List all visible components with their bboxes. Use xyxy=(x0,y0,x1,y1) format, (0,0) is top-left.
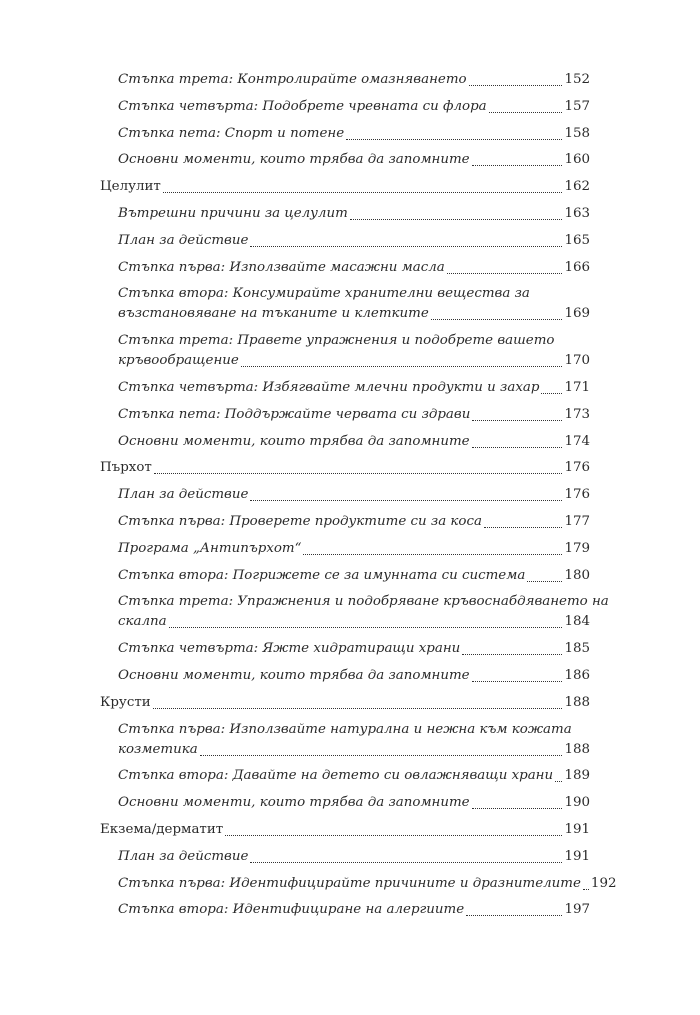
toc-page-number: 166 xyxy=(564,259,590,275)
toc-page-number: 188 xyxy=(564,694,590,710)
toc-page-number: 197 xyxy=(564,902,590,918)
toc-section-entry xyxy=(100,258,590,278)
toc-entry-title: възстановяване на тъканите и клетките xyxy=(118,306,429,322)
dot-leader xyxy=(527,581,562,582)
toc-page-number: 170 xyxy=(564,353,590,369)
toc-section-entry xyxy=(100,204,590,224)
toc-entry-title: Стъпка втора: Идентифициране на алергиите xyxy=(118,902,465,918)
dot-leader xyxy=(541,393,562,394)
toc-entry-title: скалпа xyxy=(118,614,167,630)
toc-page-number: 188 xyxy=(564,741,590,757)
toc-section-entry xyxy=(100,720,590,760)
toc-page-number: 169 xyxy=(564,306,590,322)
toc-page-number: 192 xyxy=(590,875,617,891)
toc-section-entry xyxy=(100,70,590,90)
toc-entry-title: Стъпка втора: Погрижете се за имунната си система xyxy=(118,567,526,583)
dot-leader xyxy=(153,708,563,709)
toc-entry-title: Основни моменти, които трябва да запомните xyxy=(118,667,470,683)
toc-page-number: 163 xyxy=(564,205,590,221)
toc-section-entry xyxy=(100,284,590,324)
toc-section-entry xyxy=(100,150,590,170)
dot-leader xyxy=(489,112,563,113)
toc-page-number: 190 xyxy=(564,795,590,811)
toc-page-number: 160 xyxy=(564,152,590,168)
dot-leader xyxy=(154,473,563,474)
toc-section-entry xyxy=(100,793,590,813)
toc-entry-title: Основни моменти, които трябва да запомните xyxy=(118,152,470,168)
toc-chapter-entry xyxy=(100,177,590,197)
toc-page-number: 158 xyxy=(564,125,590,141)
toc-entry-title: Стъпка четвърта: Избягвайте млечни продукти и захар xyxy=(118,379,540,395)
toc-page-number: 176 xyxy=(564,460,590,476)
toc-entry-title: Крусти xyxy=(100,694,151,710)
toc-section-entry xyxy=(100,231,590,251)
dot-leader xyxy=(169,627,563,628)
toc-page-number: 162 xyxy=(564,179,590,195)
toc-entry-title-line1: Стъпка трета: Правете упражнения и подобрете вашето xyxy=(118,333,555,349)
dot-leader xyxy=(447,273,563,274)
dot-leader xyxy=(163,192,563,193)
toc-entry-title: козметика xyxy=(118,741,198,757)
dot-leader xyxy=(303,554,562,555)
toc-entry-title: Програма „Антипърхот“ xyxy=(118,540,302,556)
toc-chapter-entry xyxy=(100,820,590,840)
toc-page-number: 189 xyxy=(564,768,590,784)
toc-section-entry xyxy=(100,900,590,920)
toc-entry-title: Основни моменти, които трябва да запомните xyxy=(118,433,470,449)
dot-leader xyxy=(250,862,562,863)
toc-entry-title: Стъпка пета: Поддържайте червата си здрави xyxy=(118,406,471,422)
toc-entry-title: кръвообращение xyxy=(118,353,239,369)
dot-leader xyxy=(484,527,562,528)
toc-entry-title: Стъпка четвърта: Яжте хидратиращи храни xyxy=(118,641,461,657)
toc-entry-title-line1: Стъпка първа: Използвайте натурална и нежна към кожата xyxy=(118,721,572,737)
toc-entry-title: Вътрешни причини за целулит xyxy=(118,205,348,221)
toc-section-entry xyxy=(100,766,590,786)
toc-entry-title: Пърхот xyxy=(100,460,152,476)
toc-page-number: 176 xyxy=(564,487,590,503)
toc-entry-title-line1: Стъпка трета: Упражнения и подобряване кръвоснабдяването на xyxy=(118,594,609,610)
toc-entry-title: План за действие xyxy=(118,848,249,864)
toc-chapter-entry xyxy=(100,458,590,478)
dot-leader xyxy=(431,319,563,320)
toc-section-entry xyxy=(100,405,590,425)
toc-page-number: 179 xyxy=(564,540,590,556)
toc-section-entry xyxy=(100,432,590,452)
toc-entry-title: План за действие xyxy=(118,232,249,248)
toc-section-entry xyxy=(100,97,590,117)
toc-section-entry xyxy=(100,539,590,559)
dot-leader xyxy=(472,420,562,421)
toc-section-entry xyxy=(100,512,590,532)
toc-page-number: 171 xyxy=(564,379,590,395)
toc-chapter-entry xyxy=(100,693,590,713)
toc-page-number: 152 xyxy=(564,72,590,87)
toc-entry-title-line1: Стъпка втора: Консумирайте хранителни вещества за xyxy=(118,286,530,302)
toc-page-number: 180 xyxy=(564,567,590,583)
toc-page-number: 185 xyxy=(564,641,590,657)
toc-section-entry xyxy=(100,639,590,659)
toc-section-entry xyxy=(100,485,590,505)
dot-leader xyxy=(472,447,563,448)
dot-leader xyxy=(225,835,562,836)
dot-leader xyxy=(555,781,562,782)
dot-leader xyxy=(250,246,562,247)
toc-page-number: 186 xyxy=(564,667,590,683)
toc-entry-title: Стъпка трета: Контролирайте омазняването xyxy=(118,72,467,87)
toc-entry-title: Стъпка първа: Използвайте масажни масла xyxy=(118,259,445,275)
dot-leader xyxy=(462,654,562,655)
toc-entry-title: План за действие xyxy=(118,487,249,503)
dot-leader xyxy=(200,755,563,756)
toc-page-number: 157 xyxy=(564,98,590,114)
toc-page-number: 184 xyxy=(564,614,590,630)
toc-section-entry xyxy=(100,331,590,371)
dot-leader xyxy=(469,85,563,86)
dot-leader xyxy=(241,366,563,367)
toc-page-number: 173 xyxy=(564,406,590,422)
toc-entry-title: Стъпка първа: Проверете продуктите си за коса xyxy=(118,513,482,529)
toc-entry-title: Основни моменти, които трябва да запомните xyxy=(118,795,470,811)
dot-leader xyxy=(472,165,563,166)
dot-leader xyxy=(466,915,562,916)
dot-leader xyxy=(472,808,563,809)
toc-page-number: 177 xyxy=(564,513,590,529)
dot-leader xyxy=(346,139,562,140)
toc-section-entry xyxy=(100,124,590,144)
toc-entry-title: Екзема/дерматит xyxy=(100,821,224,837)
toc-page-number: 191 xyxy=(564,821,590,837)
dot-leader xyxy=(472,681,563,682)
toc-section-entry xyxy=(100,566,590,586)
toc-section-entry xyxy=(100,874,617,894)
dot-leader xyxy=(250,500,562,501)
toc-entry-title: Стъпка четвърта: Подобрете чревната си флора xyxy=(118,98,487,114)
toc-section-entry xyxy=(100,592,609,632)
toc-entry-title: Стъпка втора: Давайте на детето си овлажняващи храни xyxy=(118,768,554,784)
toc-entry-title: Целулит xyxy=(100,179,161,195)
dot-leader xyxy=(350,219,563,220)
toc-entry-title: Стъпка първа: Идентифицирайте причините и дразнителите xyxy=(118,875,581,891)
toc-page-number: 174 xyxy=(564,433,590,449)
toc-section-entry xyxy=(100,666,590,686)
table-of-contents xyxy=(100,70,617,927)
dot-leader xyxy=(583,889,589,890)
toc-section-entry xyxy=(100,378,590,398)
toc-entry-title: Стъпка пета: Спорт и потене xyxy=(118,125,345,141)
toc-page-number: 191 xyxy=(564,848,590,864)
toc-section-entry xyxy=(100,847,590,867)
toc-page-number: 165 xyxy=(564,232,590,248)
